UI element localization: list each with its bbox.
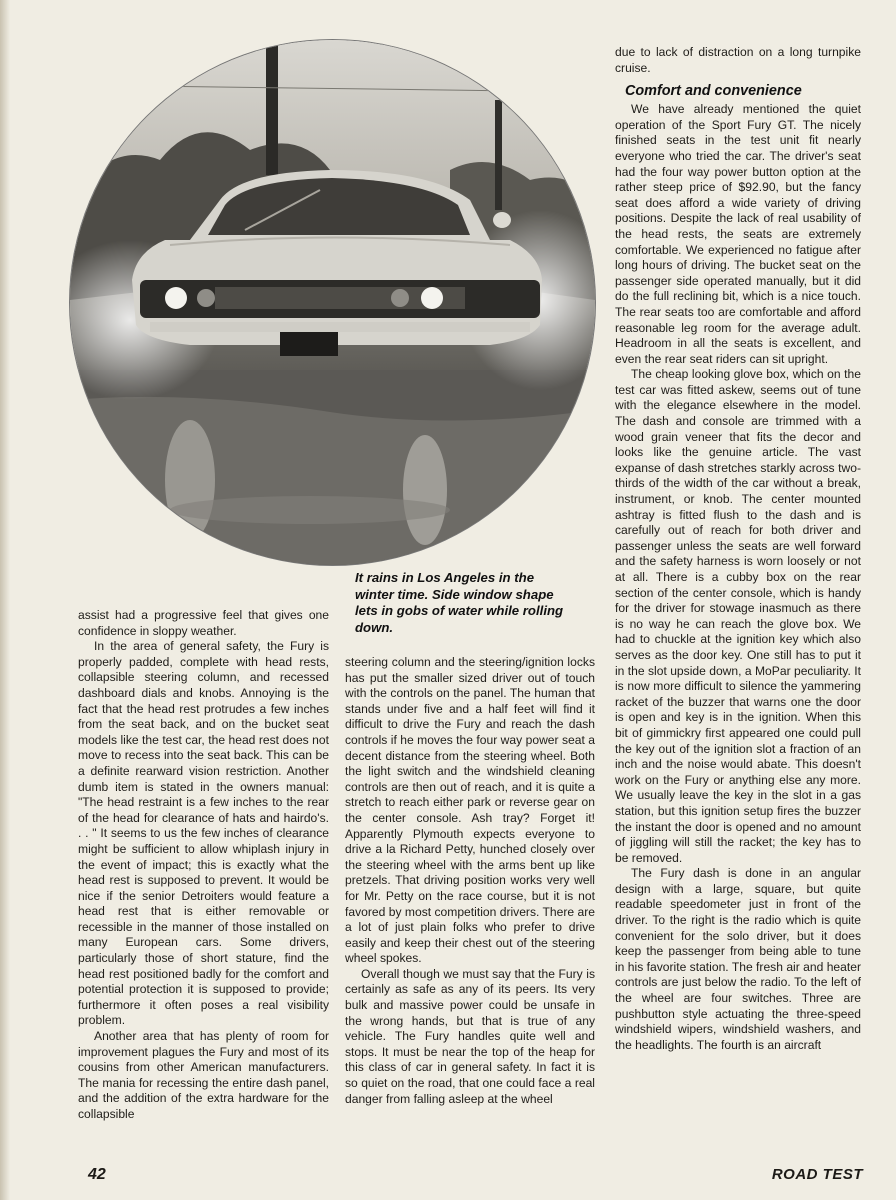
paragraph: The Fury dash is done in an angular design with a large, square, but quite readable speedometer just in front of the driver. To the right is the radio which is quite convenient for the solo driver, but it does keep the passenger from being able to tune in his favorite station. The fresh air and heater controls are just below the radio. To the left of the wheel are four switches. Three are pushbutton style actuating the three-speed windshield wipers, windshield washers, and the headlights. The fourth is an aircraft [615,866,861,1052]
page-number: 42 [88,1166,106,1183]
paragraph: We have already mentioned the quiet operation of the Sport Fury GT. The nicely finished seats in the test unit fit nearly everyone who tried the car. The driver's seat had the four way power button option at the rather steep price of $92.90, but the fancy seat does afford a wide variety of driving positions. Despite the lack of real usability of the head rests, the seats are extremely comfortable. We experienced no fatigue after long hours of driving. The bucket seat on the passenger side operated manually, but it did do the full reclining bit, which is a nice touch. The rear seats too are comfortable and afford reasonable leg room for the average adult. Headroom in all the seats is excellent, and even the rear seat riders can sit upright. [615,102,861,366]
section-heading: Comfort and convenience [625,83,802,100]
car-photo [70,40,595,565]
car-illustration [70,40,595,565]
paragraph: Another area that has plenty of room for improvement plagues the Fury and most of its cousins from other American manufacturers. The mania for recessing the entire dash panel, and the addition of the extra hardware for the collapsible [78,1029,329,1121]
photo-caption: It rains in Los Angeles in the winter time. Side window shape lets in gobs of water while rolling down. [355,570,564,635]
page-binding-edge [0,0,10,1200]
column-3 [615,45,861,1053]
paragraph: due to lack of distraction on a long turnpike cruise. [615,45,861,75]
column-1 [78,608,329,1123]
paragraph: assist had a progressive feel that gives one confidence in sloppy weather. [78,608,329,638]
paragraph: In the area of general safety, the Fury is properly padded, complete with head rests, collapsible steering column, and recessed dashboard dials and knobs. Annoying is the fact that the head rest protrudes a few inches from the seat back, and on the bucket seat models like the test car, the head rest does not move to recess into the seat back. This can be a definite rearward vision restriction. Another dumb item is stated in the owners manual: "The head restraint is a few inches to the rear of the head for clearance of hats and hairdo's. . . " It seems to us the few inches of clearance might be sufficient to allow whiplash injury in the event of impact; this is exactly what the head rest is supposed to prevent. It would be nice if the senior Detroiters would feature a head rest that is either removable or recessible in the manner of those installed on many European cars. Some drivers, particularly those of short stature, find the head rest positioned badly for the comfort and potential protection it is supposed to provide; furthermore it often poses a real visibility problem. [78,639,329,1028]
running-footer: ROAD TEST [771,1166,863,1183]
paragraph: steering column and the steering/ignition locks has put the smaller sized driver out of touch with the controls on the panel. The human that stands under five and a half feet will find it difficult to drive the Fury and reach the dash controls if he moves the four way power seat a decent distance from the steering wheel. Both the light switch and the windshield cleaning controls are then out of reach, and it is quite a stretch to reach either park or reverse gear on the center console. Ash tray? Forget it! Apparently Plymouth expects everyone to drive a la Richard Petty, hunched closely over the steering wheel with the arms bent up like pretzels. That driving position works very well for Mr. Petty on the race course, but it is not favored by most competition drivers. There are a lot of just plain folks who prefer to drive easily and keep their chest out of the steering wheel spokes. [345,655,595,966]
paragraph: Overall though we must say that the Fury is certainly as safe as any of its peers. Its very bulk and massive power could be unsafe in the wrong hands, but that is true of any vehicle. The Fury handles quite well and stops. It must be near the top of the heap for this class of car in general safety. In fact it is so quiet on the road, that one could face a real danger from falling asleep at the wheel [345,966,595,1106]
paragraph: The cheap looking glove box, which on the test car was fitted askew, seems out of tune with the elegance elsewhere in the model. The dash and console are trimmed with a wood grain veneer that fits the decor and looks like the genuine article. The vast expanse of dash stretches starkly across two-thirds of the width of the car without a break, instrument, or knob. The center mounted ashtray is fitted flush to the dash and is carefully out of reach for both driver and passenger unless the seats are well forward and the safety harness is worn loosely or not at all. There is a cubby box on the rear section of the center console, which is handy for the driver for stowage inasmuch as there is no way he can reach the glove box. We had to chuckle at the ignition key which also serves as the door key. One still has to put it in the slot upside down, a MoPar peculiarity. It is now more difficult to silence the yammering racket of the buzzer that warns one the door is open and key is in the ignition. When this bit of gimmickry first appeared one could pull the key out of the ignition slot a fraction of an inch and the noise would abate. This doesn't work on the Fury or anything else any more. We usually leave the key in the slot in a gas station, but this ignition setup fires the buzzer the instant the door is opened and no amount of jiggling will still the racket; the key has to be removed. [615,367,861,865]
column-2 [345,655,595,1107]
